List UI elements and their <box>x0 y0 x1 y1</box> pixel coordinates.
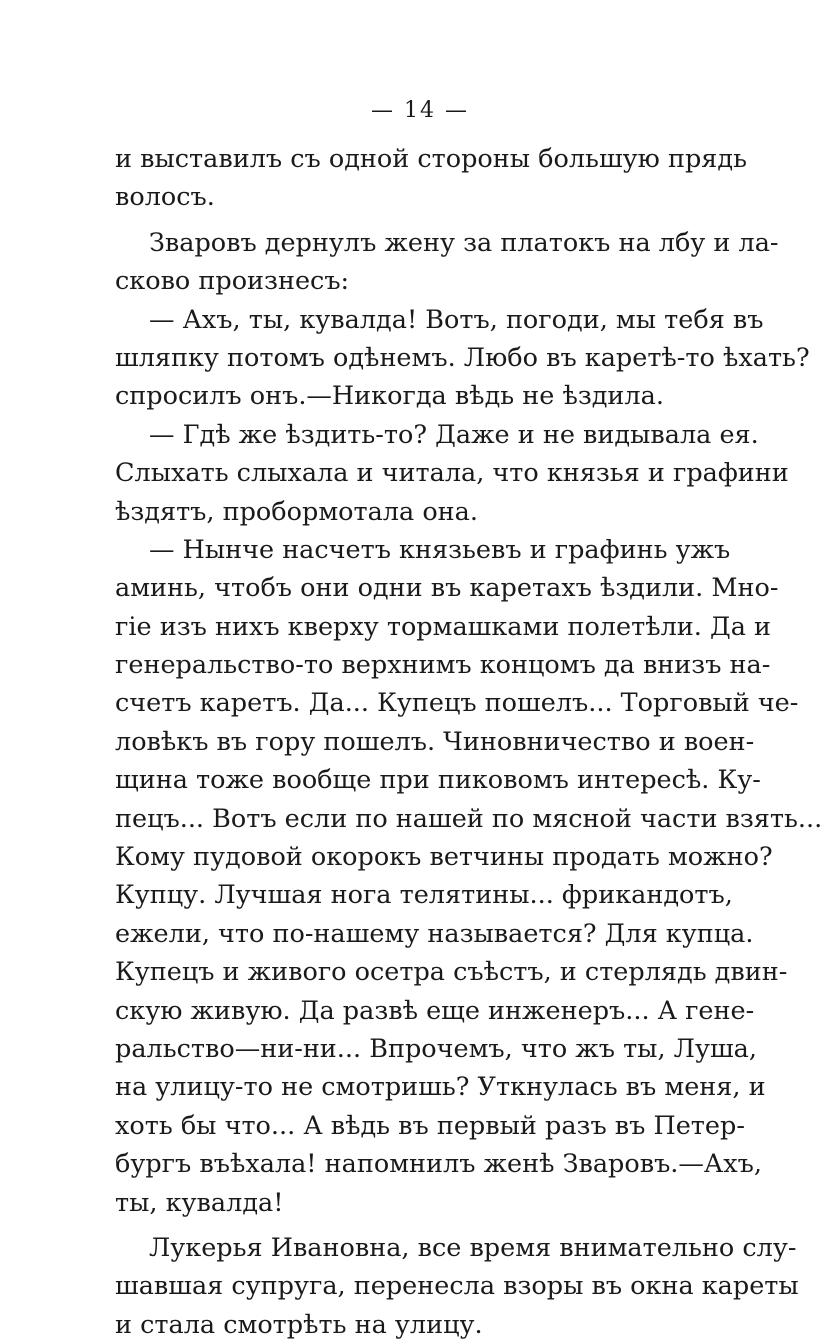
text-line: Кому пудовой окорокъ ветчины продать можно? <box>115 842 773 873</box>
text-line: на улицу-то не смотришь? Уткнулась въ меня, и <box>115 1072 766 1103</box>
text-line: Слыхать слыхала и читала, что князья и графини <box>115 458 789 489</box>
text-line: ловѣкъ въ гору пошелъ. Чиновничество и воен- <box>115 726 755 757</box>
text-line: хоть бы что... А вѣдь въ первый разъ въ Петер- <box>115 1110 745 1141</box>
text-line: Лукерья Ивановна, все время внимательно слу- <box>149 1232 797 1263</box>
text-line: Купцу. Лучшая нога телятины... фрикандотъ, <box>115 880 733 911</box>
text-line: аминь, чтобъ они одни въ каретахъ ѣздили. Мно- <box>115 573 779 604</box>
text-line: ѣздятъ, пробормотала она. <box>115 496 478 527</box>
text-line: спросилъ онъ.—Никогда вѣдь не ѣздила. <box>115 381 664 412</box>
text-line: Зваровъ дернулъ жену за платокъ на лбу и ла- <box>149 227 779 258</box>
text-line: генеральство-то верхнимъ концомъ да внизъ на- <box>115 650 771 681</box>
text-line: сково произнесъ: <box>115 266 350 297</box>
text-line: ты, кувалда! <box>115 1187 284 1218</box>
text-line: шляпку потомъ одѣнемъ. Любо въ каретѣ-то ѣхать? <box>115 342 810 373</box>
paragraph-gap <box>115 1222 725 1229</box>
text-line: и стала смотрѣть на улицу. <box>115 1309 483 1340</box>
text-line: шавшая супруга, перенесла взоры въ окна кареты <box>115 1271 799 1302</box>
text-line: скую живую. Да развѣ еще инженеръ... А гене- <box>115 995 755 1026</box>
page-number: — 14 — <box>371 98 469 123</box>
text-line: — Нынче насчетъ князьевъ и графинь ужъ <box>149 534 731 565</box>
text-line: — Гдѣ же ѣздить-то? Даже и не видывала ея. <box>149 419 759 450</box>
text-line: гіе изъ нихъ кверху тормашками полетѣли. Да и <box>115 611 772 642</box>
paragraph-gap <box>115 217 725 224</box>
text-line: ежели, что по-нашему называется? Для купца. <box>115 918 754 949</box>
text-line: — Ахъ, ты, кувалда! Вотъ, погоди, мы тебя въ <box>149 304 764 335</box>
text-line: и выставилъ съ одной стороны большую прядь <box>115 144 747 174</box>
text-line: волосъ. <box>115 182 215 213</box>
text-line: счетъ каретъ. Да... Купецъ пошелъ... Торговый че- <box>115 688 799 719</box>
text-line: пецъ... Вотъ если по нашей по мясной части взять... <box>115 803 823 834</box>
text-line: щина тоже вообще при пиковомъ интересѣ. Ку- <box>115 765 761 796</box>
body-text <box>115 140 823 1344</box>
text-line: бургъ въѣхала! напомнилъ женѣ Зваровъ.—Ахъ, <box>115 1149 762 1180</box>
text-line: ральство—ни-ни... Впрочемъ, что жъ ты, Луша, <box>115 1033 757 1064</box>
text-line: Купецъ и живого осетра съѣстъ, и стерлядь двин- <box>115 957 788 988</box>
